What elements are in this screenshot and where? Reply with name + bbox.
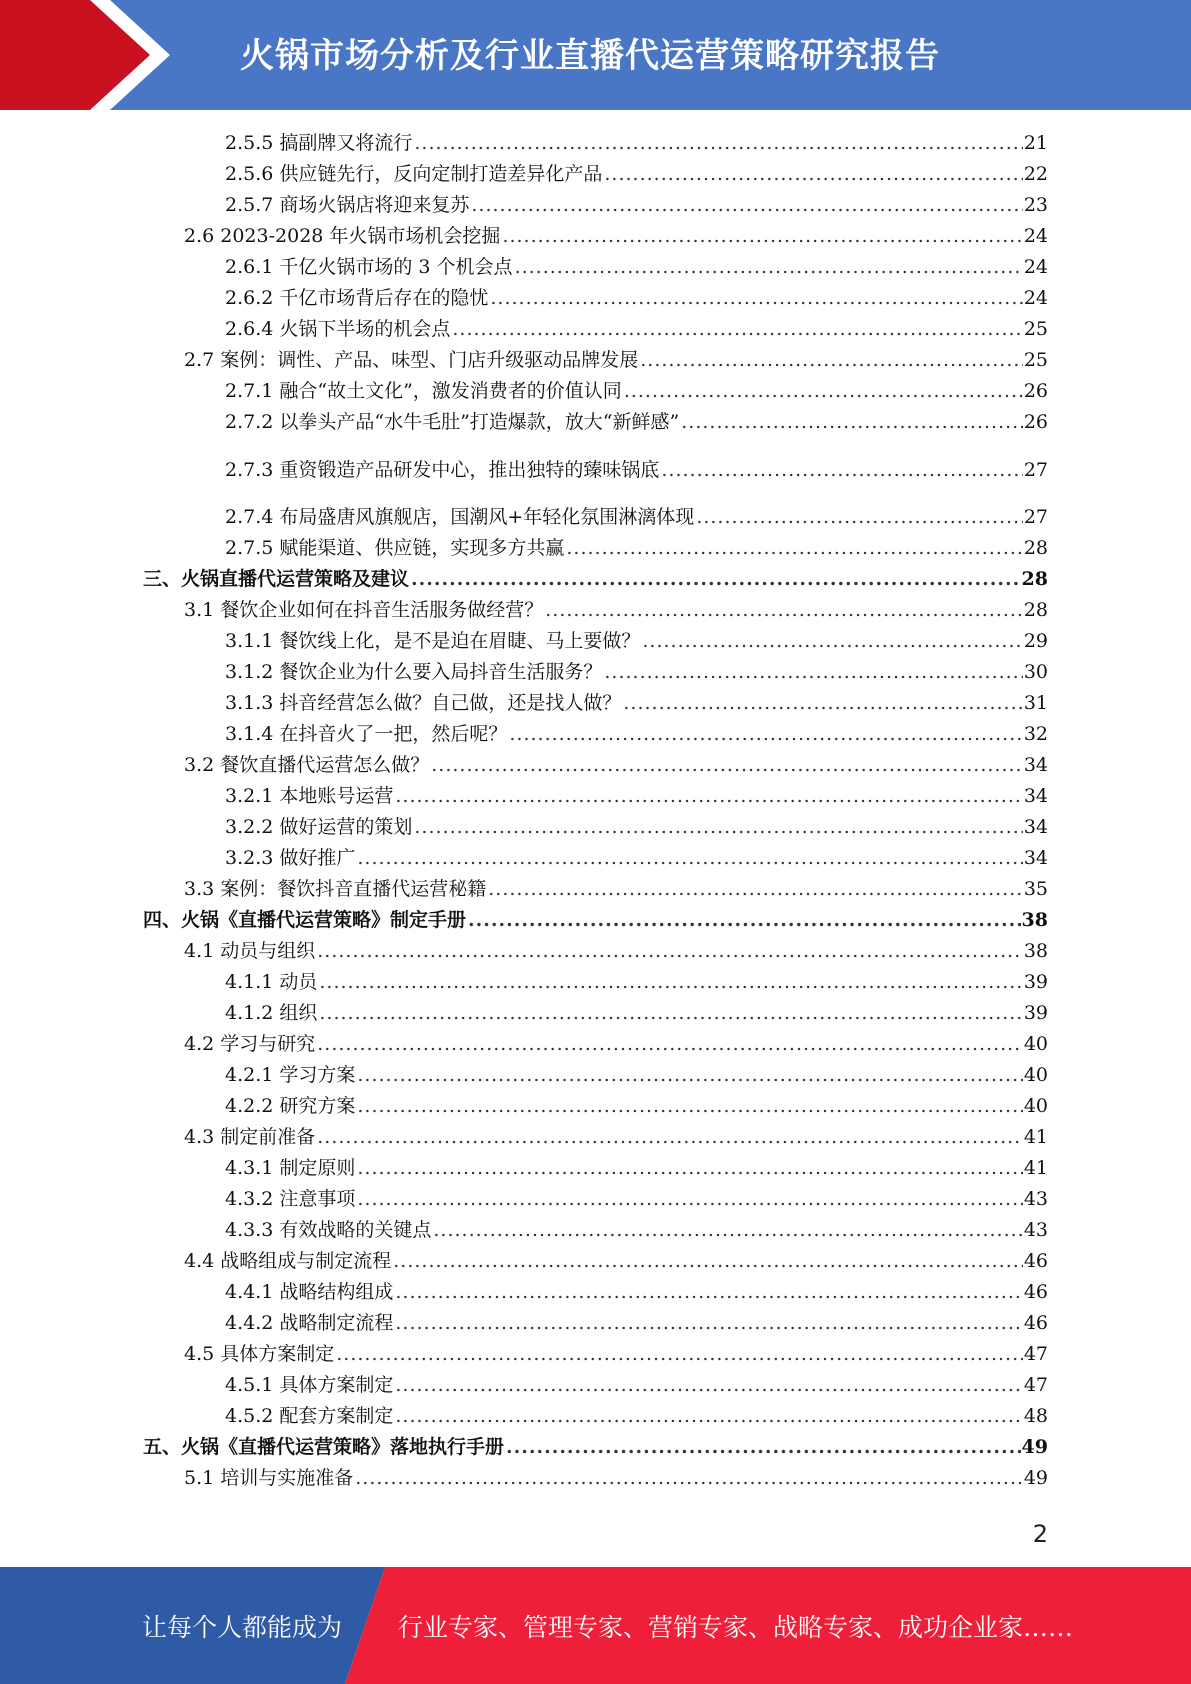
- toc-entry-title: 3.1.4 在抖音火了一把，然后呢？: [225, 723, 508, 745]
- toc-entry-page: 40: [1023, 1033, 1048, 1055]
- toc-entry-title: 2.5.5 搞副牌又将流行: [225, 132, 413, 154]
- toc-entry[interactable]: [225, 1373, 1048, 1397]
- toc-entry[interactable]: [225, 1280, 1048, 1304]
- toc-entry-title: 2.7.2 以拳头产品“水牛毛肚”打造爆款，放大“新鲜感”: [225, 411, 680, 433]
- toc-entry-title: 3.2 餐饮直播代运营怎么做？: [184, 754, 430, 776]
- toc-entry[interactable]: [225, 317, 1048, 341]
- toc-entry-title: 4.5 具体方案制定: [184, 1343, 335, 1365]
- toc-entry-page: 43: [1023, 1188, 1048, 1210]
- toc-leader-dots: [317, 1032, 1023, 1056]
- toc-leader-dots: [661, 458, 1022, 482]
- toc-entry-page: 48: [1023, 1405, 1048, 1427]
- toc-entry-title: 3.2.2 做好运营的策划: [225, 816, 413, 838]
- toc-leader-dots: [640, 348, 1023, 372]
- toc-entry-page: 39: [1023, 1002, 1048, 1024]
- toc-entry[interactable]: [184, 348, 1048, 372]
- toc-entry-title: 3.2.3 做好推广: [225, 847, 356, 869]
- toc-entry[interactable]: [225, 286, 1048, 310]
- toc-entry[interactable]: [225, 1063, 1048, 1087]
- toc-entry-page: 40: [1023, 1064, 1048, 1086]
- toc-entry-page: 28: [1023, 599, 1048, 621]
- toc-entry-page: 30: [1023, 661, 1048, 683]
- toc-entry-title: 3.1 餐饮企业如何在抖音生活服务做经营？: [184, 599, 544, 621]
- toc-leader-dots: [506, 1435, 1021, 1459]
- toc-entry-page: 47: [1023, 1343, 1048, 1365]
- toc-leader-dots: [604, 660, 1022, 684]
- toc-entry-page: 31: [1023, 692, 1048, 714]
- toc-entry-page: 38: [1021, 909, 1048, 931]
- toc-leader-dots: [336, 1342, 1023, 1366]
- toc-entry-title: 4.5.1 具体方案制定: [225, 1374, 394, 1396]
- toc-entry[interactable]: [225, 846, 1048, 870]
- toc-entry[interactable]: [184, 1249, 1048, 1273]
- toc-leader-dots: [452, 317, 1022, 341]
- toc-leader-dots: [488, 877, 1023, 901]
- toc-entry-title: 4.3.3 有效战略的关键点: [225, 1219, 432, 1241]
- toc-entry[interactable]: [225, 536, 1048, 560]
- toc-entry-title: 四、火锅《直播代运营策略》制定手册: [143, 909, 467, 931]
- toc-entry[interactable]: [184, 598, 1048, 622]
- toc-leader-dots: [414, 131, 1022, 155]
- toc-entry-title: 4.2.1 学习方案: [225, 1064, 356, 1086]
- toc-entry-title: 2.6.2 千亿市场背后存在的隐忧: [225, 287, 489, 309]
- toc-entry-page: 35: [1023, 878, 1048, 900]
- toc-leader-dots: [395, 784, 1022, 808]
- toc-entry[interactable]: [225, 1218, 1048, 1242]
- toc-entry-title: 4.1.2 组织: [225, 1002, 318, 1024]
- toc-leader-dots: [502, 224, 1022, 248]
- toc-leader-dots: [490, 286, 1022, 310]
- toc-entry-page: 49: [1021, 1436, 1048, 1458]
- toc-entry[interactable]: [225, 255, 1048, 279]
- toc-entry-title: 五、火锅《直播代运营策略》落地执行手册: [143, 1436, 505, 1458]
- toc-leader-dots: [433, 1218, 1022, 1242]
- toc-entry[interactable]: [225, 1001, 1048, 1025]
- toc-entry-page: 21: [1023, 132, 1048, 154]
- page-number: 2: [1032, 1520, 1048, 1548]
- page-header: [0, 0, 1191, 110]
- toc-entry-page: 49: [1023, 1467, 1048, 1489]
- toc-entry-title: 3.1.2 餐饮企业为什么要入局抖音生活服务？: [225, 661, 603, 683]
- toc-entry[interactable]: [184, 1032, 1048, 1056]
- toc-entry-title: 4.4 战略组成与制定流程: [184, 1250, 392, 1272]
- toc-entry[interactable]: [184, 1466, 1048, 1490]
- toc-entry-title: 2.5.7 商场火锅店将迎来复苏: [225, 194, 470, 216]
- toc-leader-dots: [509, 722, 1022, 746]
- toc-leader-dots: [545, 598, 1023, 622]
- toc-leader-dots: [395, 1373, 1022, 1397]
- toc-entry[interactable]: [143, 1435, 1048, 1459]
- toc-entry-page: 28: [1023, 537, 1048, 559]
- toc-leader-dots: [393, 1249, 1023, 1273]
- toc-entry-title: 2.7.3 重资锻造产品研发中心，推出独特的臻味锅底: [225, 459, 660, 481]
- toc-entry-page: 34: [1023, 816, 1048, 838]
- toc-entry-page: 24: [1023, 225, 1048, 247]
- toc-leader-dots: [471, 193, 1022, 217]
- toc-leader-dots: [604, 162, 1022, 186]
- toc-entry[interactable]: [184, 753, 1048, 777]
- toc-entry-page: 40: [1023, 1095, 1048, 1117]
- toc-entry-page: 24: [1023, 256, 1048, 278]
- toc-entry-page: 23: [1023, 194, 1048, 216]
- toc-entry-page: 22: [1023, 163, 1048, 185]
- toc-entry-page: 32: [1023, 723, 1048, 745]
- toc-leader-dots: [624, 379, 1023, 403]
- report-title: 火锅市场分析及行业直播代运营策略研究报告: [240, 36, 940, 76]
- page-footer: [0, 1567, 1191, 1684]
- toc-leader-dots: [355, 1466, 1023, 1490]
- toc-entry-page: 27: [1023, 506, 1048, 528]
- toc-entry[interactable]: [225, 1094, 1048, 1118]
- toc-entry-title: 2.7.1 融合“故土文化”，激发消费者的价值认同: [225, 380, 622, 402]
- toc-leader-dots: [566, 536, 1022, 560]
- toc-entry-title: 4.1.1 动员: [225, 971, 318, 993]
- toc-entry[interactable]: [225, 131, 1048, 155]
- toc-entry-title: 3.1.3 抖音经营怎么做？自己做，还是找人做？: [225, 692, 622, 714]
- toc-entry-page: 28: [1021, 568, 1048, 590]
- toc-entry-title: 3.1.1 餐饮线上化，是不是迫在眉睫、马上要做？: [225, 630, 641, 652]
- toc-leader-dots: [357, 1063, 1022, 1087]
- toc-entry-title: 2.5.6 供应链先行，反向定制打造差异化产品: [225, 163, 603, 185]
- toc-leader-dots: [319, 970, 1022, 994]
- toc-entry[interactable]: [225, 1404, 1048, 1428]
- toc-entry-page: 27: [1023, 459, 1048, 481]
- toc-leader-dots: [642, 629, 1022, 653]
- toc-entry[interactable]: [184, 877, 1048, 901]
- toc-leader-dots: [411, 567, 1021, 591]
- toc-leader-dots: [468, 908, 1021, 932]
- toc-entry-page: 25: [1023, 318, 1048, 340]
- toc-entry-page: 43: [1023, 1219, 1048, 1241]
- toc-entry[interactable]: [225, 458, 1048, 482]
- toc-entry-page: 26: [1023, 380, 1048, 402]
- toc-entry-page: 34: [1023, 785, 1048, 807]
- toc-entry-title: 三、火锅直播代运营策略及建议: [143, 568, 410, 590]
- toc-entry-title: 4.4.2 战略制定流程: [225, 1312, 394, 1334]
- toc-entry-page: 24: [1023, 287, 1048, 309]
- toc-leader-dots: [317, 939, 1023, 963]
- toc-entry[interactable]: [184, 224, 1048, 248]
- toc-leader-dots: [623, 691, 1022, 715]
- toc-entry[interactable]: [225, 815, 1048, 839]
- toc-leader-dots: [357, 1156, 1022, 1180]
- toc-entry[interactable]: [184, 1125, 1048, 1149]
- toc-entry[interactable]: [225, 722, 1048, 746]
- toc-leader-dots: [357, 1187, 1022, 1211]
- footer-slogan: 让每个人都能成为: [142, 1613, 343, 1642]
- toc-entry[interactable]: [225, 629, 1048, 653]
- toc-leader-dots: [395, 1404, 1022, 1428]
- toc-leader-dots: [414, 815, 1022, 839]
- toc-entry-title: 4.2 学习与研究: [184, 1033, 316, 1055]
- toc-leader-dots: [515, 255, 1023, 279]
- toc-entry[interactable]: [143, 908, 1048, 932]
- toc-entry-page: 46: [1023, 1312, 1048, 1334]
- toc-entry[interactable]: [225, 1156, 1048, 1180]
- toc-entry-title: 4.3.2 注意事项: [225, 1188, 356, 1210]
- toc-entry[interactable]: [225, 410, 1048, 434]
- toc-entry-title: 4.4.1 战略结构组成: [225, 1281, 394, 1303]
- toc-entry-page: 29: [1023, 630, 1048, 652]
- toc-entry-title: 4.3.1 制定原则: [225, 1157, 356, 1179]
- toc-entry-page: 34: [1023, 847, 1048, 869]
- toc-leader-dots: [395, 1280, 1022, 1304]
- toc-entry[interactable]: [225, 691, 1048, 715]
- toc-entry-title: 2.6.4 火锅下半场的机会点: [225, 318, 451, 340]
- toc-leader-dots: [317, 1125, 1023, 1149]
- toc-entry-page: 41: [1023, 1157, 1048, 1179]
- toc-entry-title: 3.2.1 本地账号运营: [225, 785, 394, 807]
- toc-entry-title: 2.7.5 赋能渠道、供应链，实现多方共赢: [225, 537, 565, 559]
- toc-entry[interactable]: [225, 660, 1048, 684]
- toc-entry[interactable]: [225, 193, 1048, 217]
- toc-entry[interactable]: [225, 505, 1048, 529]
- toc-entry[interactable]: [225, 970, 1048, 994]
- toc-entry[interactable]: [225, 1187, 1048, 1211]
- toc-entry-page: 25: [1023, 349, 1048, 371]
- toc-leader-dots: [681, 410, 1023, 434]
- toc-entry-title: 4.3 制定前准备: [184, 1126, 316, 1148]
- toc-entry[interactable]: [184, 939, 1048, 963]
- toc-leader-dots: [696, 505, 1023, 529]
- toc-leader-dots: [357, 1094, 1022, 1118]
- toc-leader-dots: [431, 753, 1023, 777]
- toc-entry-page: 46: [1023, 1250, 1048, 1272]
- toc-entry-page: 46: [1023, 1281, 1048, 1303]
- toc-entry-title: 3.3 案例：餐饮抖音直播代运营秘籍: [184, 878, 487, 900]
- toc-entry-page: 41: [1023, 1126, 1048, 1148]
- toc-leader-dots: [395, 1311, 1022, 1335]
- toc-entry-page: 47: [1023, 1374, 1048, 1396]
- toc-entry-title: 2.6.1 千亿火锅市场的 3 个机会点: [225, 256, 513, 278]
- toc-entry[interactable]: [225, 379, 1048, 403]
- footer-tagline: 行业专家、管理专家、营销专家、战略专家、成功企业家……: [398, 1613, 1074, 1642]
- toc-entry[interactable]: [225, 784, 1048, 808]
- toc-entry-page: 34: [1023, 754, 1048, 776]
- toc-entry-title: 2.7.4 布局盛唐风旗舰店，国潮风+年轻化氛围淋漓体现: [225, 506, 695, 528]
- toc-leader-dots: [319, 1001, 1022, 1025]
- toc-entry-title: 4.2.2 研究方案: [225, 1095, 356, 1117]
- toc-entry-title: 4.1 动员与组织: [184, 940, 316, 962]
- toc-entry-title: 5.1 培训与实施准备: [184, 1467, 354, 1489]
- toc-entry[interactable]: [184, 1342, 1048, 1366]
- toc-entry-title: 2.7 案例：调性、产品、味型、门店升级驱动品牌发展: [184, 349, 639, 371]
- toc-entry[interactable]: [225, 162, 1048, 186]
- toc-entry-page: 26: [1023, 411, 1048, 433]
- toc-entry[interactable]: [225, 1311, 1048, 1335]
- toc-entry-page: 38: [1023, 940, 1048, 962]
- toc-entry[interactable]: [143, 567, 1048, 591]
- toc-leader-dots: [357, 846, 1022, 870]
- toc-entry-title: 2.6 2023-2028 年火锅市场机会挖掘: [184, 225, 501, 247]
- toc-entry-page: 39: [1023, 971, 1048, 993]
- toc-entry-title: 4.5.2 配套方案制定: [225, 1405, 394, 1427]
